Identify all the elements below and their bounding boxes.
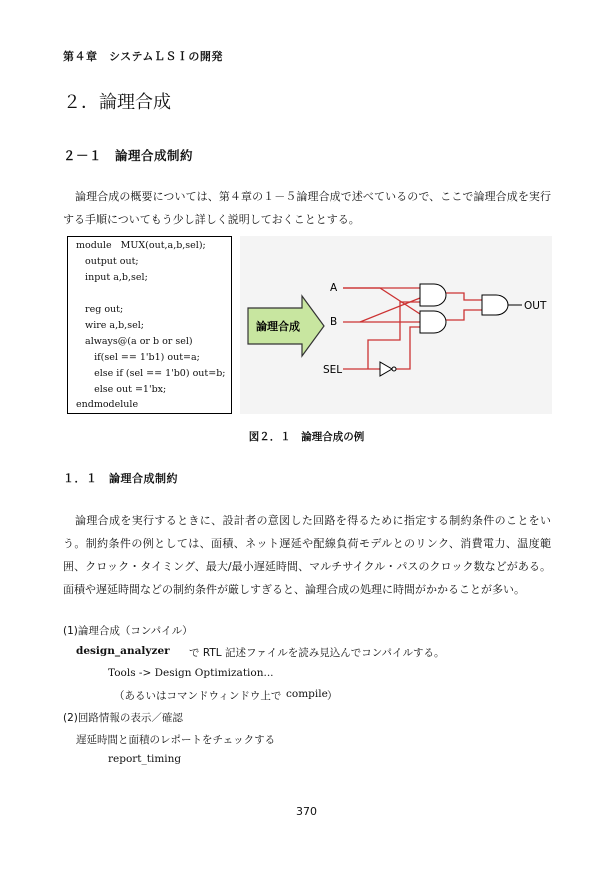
step1-command: design_analyzer — [76, 645, 170, 657]
code-line: output out; — [76, 256, 139, 267]
output-label: OUT — [524, 300, 547, 312]
step1-description: で RTL 記述ファイルを読み見込んでコンパイルする。 — [189, 647, 445, 659]
code-line: wire a,b,sel; — [76, 320, 144, 331]
figure-caption: 図２．１ 論理合成の例 — [248, 431, 365, 443]
code-line: always@(a or b or sel) — [76, 336, 193, 347]
chapter-header: 第４章 システムＬＳＩの開発 — [63, 50, 223, 63]
section-title: ２．論理合成 — [63, 92, 171, 113]
arrow-label: 論理合成 — [256, 320, 300, 333]
subsection-title: ２－１ 論理合成制約 — [63, 148, 194, 163]
step2-title: (2)回路情報の表示／確認 — [63, 712, 183, 724]
step1-alt-suffix: ） — [327, 690, 338, 702]
input-b-label: B — [330, 316, 338, 328]
intro-paragraph: 論理合成の概要については、第４章の１－５論理合成で述べているので、ここで論理合成を実行する手順についてもう少し詳しく説明しておくこととする。 — [63, 190, 551, 226]
code-line: reg out; — [76, 304, 124, 315]
code-line: if(sel == 1'b1) out=a; — [76, 352, 200, 363]
step2-description: 遅延時間と面積のレポートをチェックする — [76, 734, 276, 746]
code-line: module MUX(out,a,b,sel); — [76, 240, 206, 251]
and-gate-1 — [420, 284, 446, 306]
body-paragraph: 論理合成を実行するときに、設計者の意図した回路を得るために指定する制約条件のことをいう。制約条件の例としては、面積、ネット遅延や配線負荷モデルとのリンク、消費電力、温度範囲、クロック・タイミング、最大/最小遅延時間、マルチサイクル・パスのクロック数などがある。面積や遅延時間などの制約条件が厳しすぎると、論理合成の処理に時間がかかることが多い。 — [63, 514, 551, 596]
code-line: input a,b,sel; — [76, 272, 148, 283]
synthesis-diagram — [240, 236, 552, 414]
code-line: else if (sel == 1'b0) out=b; — [76, 368, 226, 379]
step1-title: (1)論理合成（コンパイル） — [63, 625, 193, 637]
code-line: else out =1'bx; — [76, 384, 167, 395]
and-gate-3 — [482, 295, 508, 315]
step1-menu-path: Tools -> Design Optimization... — [108, 667, 274, 679]
code-line: endmodelule — [76, 399, 139, 410]
page-number: 370 — [296, 805, 317, 818]
and-gate-2 — [420, 311, 446, 333]
subsubsection-title: １．１ 論理合成制約 — [63, 472, 178, 485]
input-sel-label: SEL — [323, 364, 343, 376]
input-a-label: A — [330, 282, 338, 294]
step2-command: report_timing — [108, 753, 182, 765]
verilog-code-box — [67, 236, 232, 414]
step1-alt-prefix: （あるいはコマンドウィンドウ上で — [114, 690, 282, 702]
step1-alt-command: compile — [286, 688, 328, 700]
